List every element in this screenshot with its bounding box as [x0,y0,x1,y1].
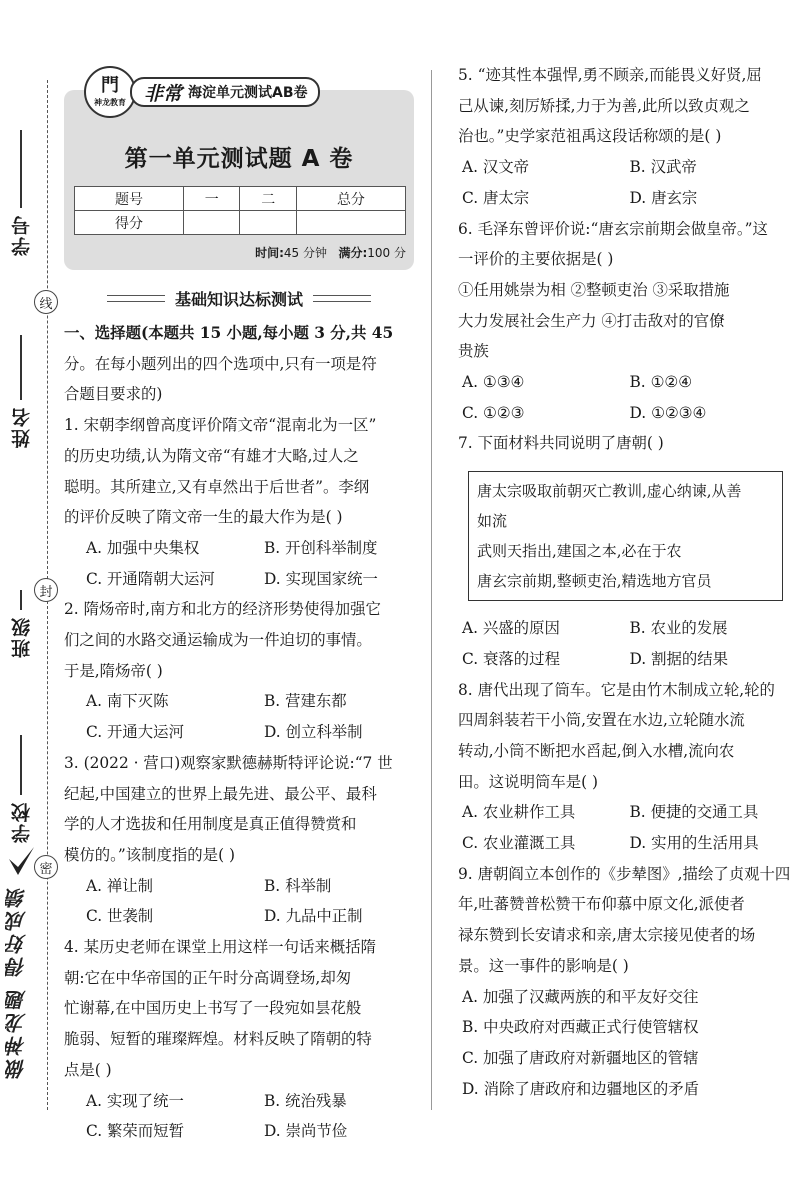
option-a[interactable]: A. 实现了统一 [86,1091,184,1110]
seal-mark: 线 [34,290,58,314]
table-cell: 总分 [296,187,405,211]
score-input-cell[interactable] [240,211,296,235]
option-b[interactable]: B. 便捷的交通工具 [629,803,759,822]
question-line: 己从谏,刻厉矫揉,力于为善,此所以致贞观之 [458,96,750,115]
column-divider [431,70,432,1110]
option-a[interactable]: A. 加强了汉藏两族的和平友好交往 [462,987,699,1006]
question-line: 纪起,中国建立的世界上最先进、最公平、最科 [64,784,377,803]
school-label: 学校 [10,801,33,843]
question-line: 田。这说明筒车是( ) [458,772,599,791]
option-list [458,367,790,428]
class-field[interactable] [4,590,38,658]
question-line: 禄东赞到长安请求和亲,唐太宗接见使者的场 [458,926,756,945]
question-line: 8. 唐代出现了筒车。它是由竹木制成立轮,轮的 [458,680,775,699]
option-c[interactable]: C. 开通隋朝大运河 [86,569,215,588]
name-label: 姓名 [10,406,33,448]
page-title: 第一单元测试题 A 卷 [124,146,354,172]
material-line: 唐玄宗前期,整顿吏治,精选地方官员 [477,572,712,591]
question-line: 朝:它在中华帝国的正午时分高调登场,却匆 [64,968,352,987]
option-b[interactable]: B. 统治残暴 [264,1091,347,1110]
school-field[interactable] [4,735,38,843]
question-line: 贵族 [458,342,489,361]
question-line: 大力发展社会生产力 ④打击敌对的官僚 [458,311,725,330]
material-box [468,471,783,601]
option-c[interactable]: C. 农业灌溉工具 [462,834,576,853]
brand-pill [130,77,320,107]
brand-banner [84,66,320,118]
intro-line: 一、选择题(本题共 15 小题,每小题 3 分,共 45 [64,324,394,342]
question-line: 4. 某历史老师在课堂上用这样一句话来概括隋 [64,938,376,957]
question-line: 的评价反映了隋文帝一生的最大作为是( ) [64,508,343,527]
option-d[interactable]: D. 割据的结果 [629,649,729,668]
option-d[interactable]: D. 实现国家统一 [264,569,378,588]
question-9 [458,859,790,1105]
option-c[interactable]: C. ①②③ [462,403,525,422]
question-line: 治也。”史学家范祖禹这段话称颂的是( ) [458,127,722,146]
id-field[interactable] [4,130,38,256]
option-a[interactable]: A. ①③④ [462,373,525,392]
exam-info [74,244,406,261]
question-line: 5. “迹其性本强悍,勇不顾亲,而能畏义好贤,屈 [458,66,762,84]
gate-icon: 門 [101,74,119,96]
question-7 [458,428,790,674]
option-list [458,152,790,213]
table-cell: 得分 [75,211,184,235]
option-a[interactable]: A. 禅让制 [86,876,154,895]
question-line: 聪明。其所建立,又有卓然出于后世者”。李纲 [64,477,370,496]
score-input-cell[interactable] [296,211,405,235]
option-c[interactable]: C. 世袭制 [86,907,154,926]
question-line: 转动,小筒不断把水舀起,倒入水槽,流向农 [458,741,735,760]
table-row [75,211,406,235]
question-8 [458,675,790,859]
time-value: 45 分钟 [283,246,327,260]
option-a[interactable]: A. 兴盛的原因 [462,619,560,638]
left-column [64,318,420,1147]
table-cell: 题号 [75,187,184,211]
option-a[interactable]: A. 农业耕作工具 [462,803,576,822]
full-score-value: 100 分 [367,246,406,260]
id-label: 学号 [10,214,33,256]
question-line: 1. 宋朝李纲曾高度评价隋文帝“混南北为一区” [64,416,377,435]
question-line: 年,吐蕃赞普松赞干布仰慕中原文化,派使者 [458,895,745,914]
option-list [458,797,790,858]
intro-line: 分。在每小题列出的四个选项中,只有一项是符 [64,354,377,373]
divider [107,295,165,302]
question-line: ①任用姚崇为相 ②整顿吏治 ③采取措施 [458,280,730,299]
option-d[interactable]: D. 创立科举制 [264,723,363,742]
option-d[interactable]: D. 崇尚节俭 [264,1122,348,1141]
option-b[interactable]: B. 营建东都 [264,692,347,711]
slogan: 做神龙题 得好成绩 [5,885,29,1079]
binding-margin [0,0,60,1194]
seal-mark: 密 [34,855,58,879]
option-b[interactable]: B. 农业的发展 [629,619,728,638]
question-6 [458,214,790,429]
name-field[interactable] [4,335,38,448]
question-line: 景。这一事件的影响是( ) [458,956,629,975]
section-intro [64,318,420,410]
option-c[interactable]: C. 繁荣而短暂 [86,1122,184,1141]
table-cell: 一 [184,187,240,211]
option-list [64,1086,420,1147]
section-heading [64,287,414,310]
option-a[interactable]: A. 南下灭陈 [86,692,169,711]
option-list [64,871,420,932]
option-b[interactable]: B. 开创科举制度 [264,538,378,557]
option-d[interactable]: D. ①②③④ [629,403,707,422]
seal-mark: 封 [34,578,58,602]
option-d[interactable]: D. 实用的生活用具 [629,834,759,853]
question-line: 3. (2022 · 营口)观察家默德赫斯特评论说:“7 世 [64,753,393,772]
option-b[interactable]: B. 中央政府对西藏正式行使管辖权 [462,1018,699,1037]
table-row [75,187,406,211]
right-column [458,60,790,1104]
question-4 [64,932,420,1147]
brand-logo-name: 神龙教育 [94,96,126,107]
checkmark-icon [6,845,36,879]
question-line: 2. 隋炀帝时,南方和北方的经济形势使得加强它 [64,600,381,619]
option-b[interactable]: B. 科举制 [264,876,332,895]
option-d[interactable]: D. 消除了唐政府和边疆地区的矛盾 [462,1079,700,1098]
question-line: 四周斜装若干小筒,安置在水边,立轮随水流 [458,711,745,730]
option-d[interactable]: D. 九品中正制 [264,907,363,926]
question-1 [64,410,420,594]
score-input-cell[interactable] [184,211,240,235]
material-line: 唐太宗吸取前朝灭亡教训,虚心纳谏,从善 [477,482,742,501]
option-c[interactable]: C. 衰落的过程 [462,649,560,668]
question-line: 于是,隋炀帝( ) [64,661,163,680]
question-line: 学的人才选拔和任用制度是真正值得赞赏和 [64,815,357,834]
time-label: 时间: [255,246,284,260]
section-title: 基础知识达标测试 [174,290,303,309]
option-list [458,613,790,674]
question-line: 忙谢幕,在中国历史上书写了一段宛如昙花般 [64,999,362,1018]
material-line: 武则天指出,建国之本,必在于农 [477,542,682,561]
option-list [64,686,420,747]
option-c[interactable]: C. 唐太宗 [462,188,530,207]
question-line: 模仿的。”该制度指的是( ) [64,845,235,864]
question-line: 9. 唐朝阎立本创作的《步辇图》,描绘了贞观十四 [458,864,790,883]
table-cell: 二 [240,187,296,211]
question-3 [64,748,420,932]
brand-logo [84,66,136,118]
option-c[interactable]: C. 开通大运河 [86,723,184,742]
series-name: 海淀单元测试AB卷 [188,85,308,101]
question-line: 脆弱、短暂的璀璨辉煌。材料反映了隋朝的特 [64,1030,372,1049]
class-label: 班级 [10,616,33,658]
full-score-label: 满分: [338,246,368,260]
question-5 [458,60,790,214]
option-c[interactable]: C. 加强了唐政府对新疆地区的管辖 [462,1048,699,1067]
option-list [64,533,420,594]
intro-line: 合题目要求的) [64,385,163,404]
option-a[interactable]: A. 汉文帝 [462,158,530,177]
question-line: 们之间的水路交通运输成为一件迫切的事情。 [64,631,372,650]
option-b[interactable]: B. 汉武帝 [629,158,697,177]
question-2 [64,594,420,748]
score-table [74,186,406,235]
divider [313,295,371,302]
brand-script: 非常 [144,82,183,105]
question-line: 的历史功绩,认为隋文帝“有雄才大略,过人之 [64,446,359,465]
question-line: 点是( ) [64,1060,112,1079]
option-a[interactable]: A. 加强中央集权 [86,538,200,557]
question-line: 一评价的主要依据是( ) [458,250,614,269]
material-line: 如流 [477,512,508,531]
option-d[interactable]: D. 唐玄宗 [629,188,698,207]
question-line: 6. 毛泽东曾评价说:“唐玄宗前期会做皇帝。”这 [458,219,768,238]
question-line: 7. 下面材料共同说明了唐朝( ) [458,434,664,453]
option-b[interactable]: B. ①②④ [629,373,692,392]
